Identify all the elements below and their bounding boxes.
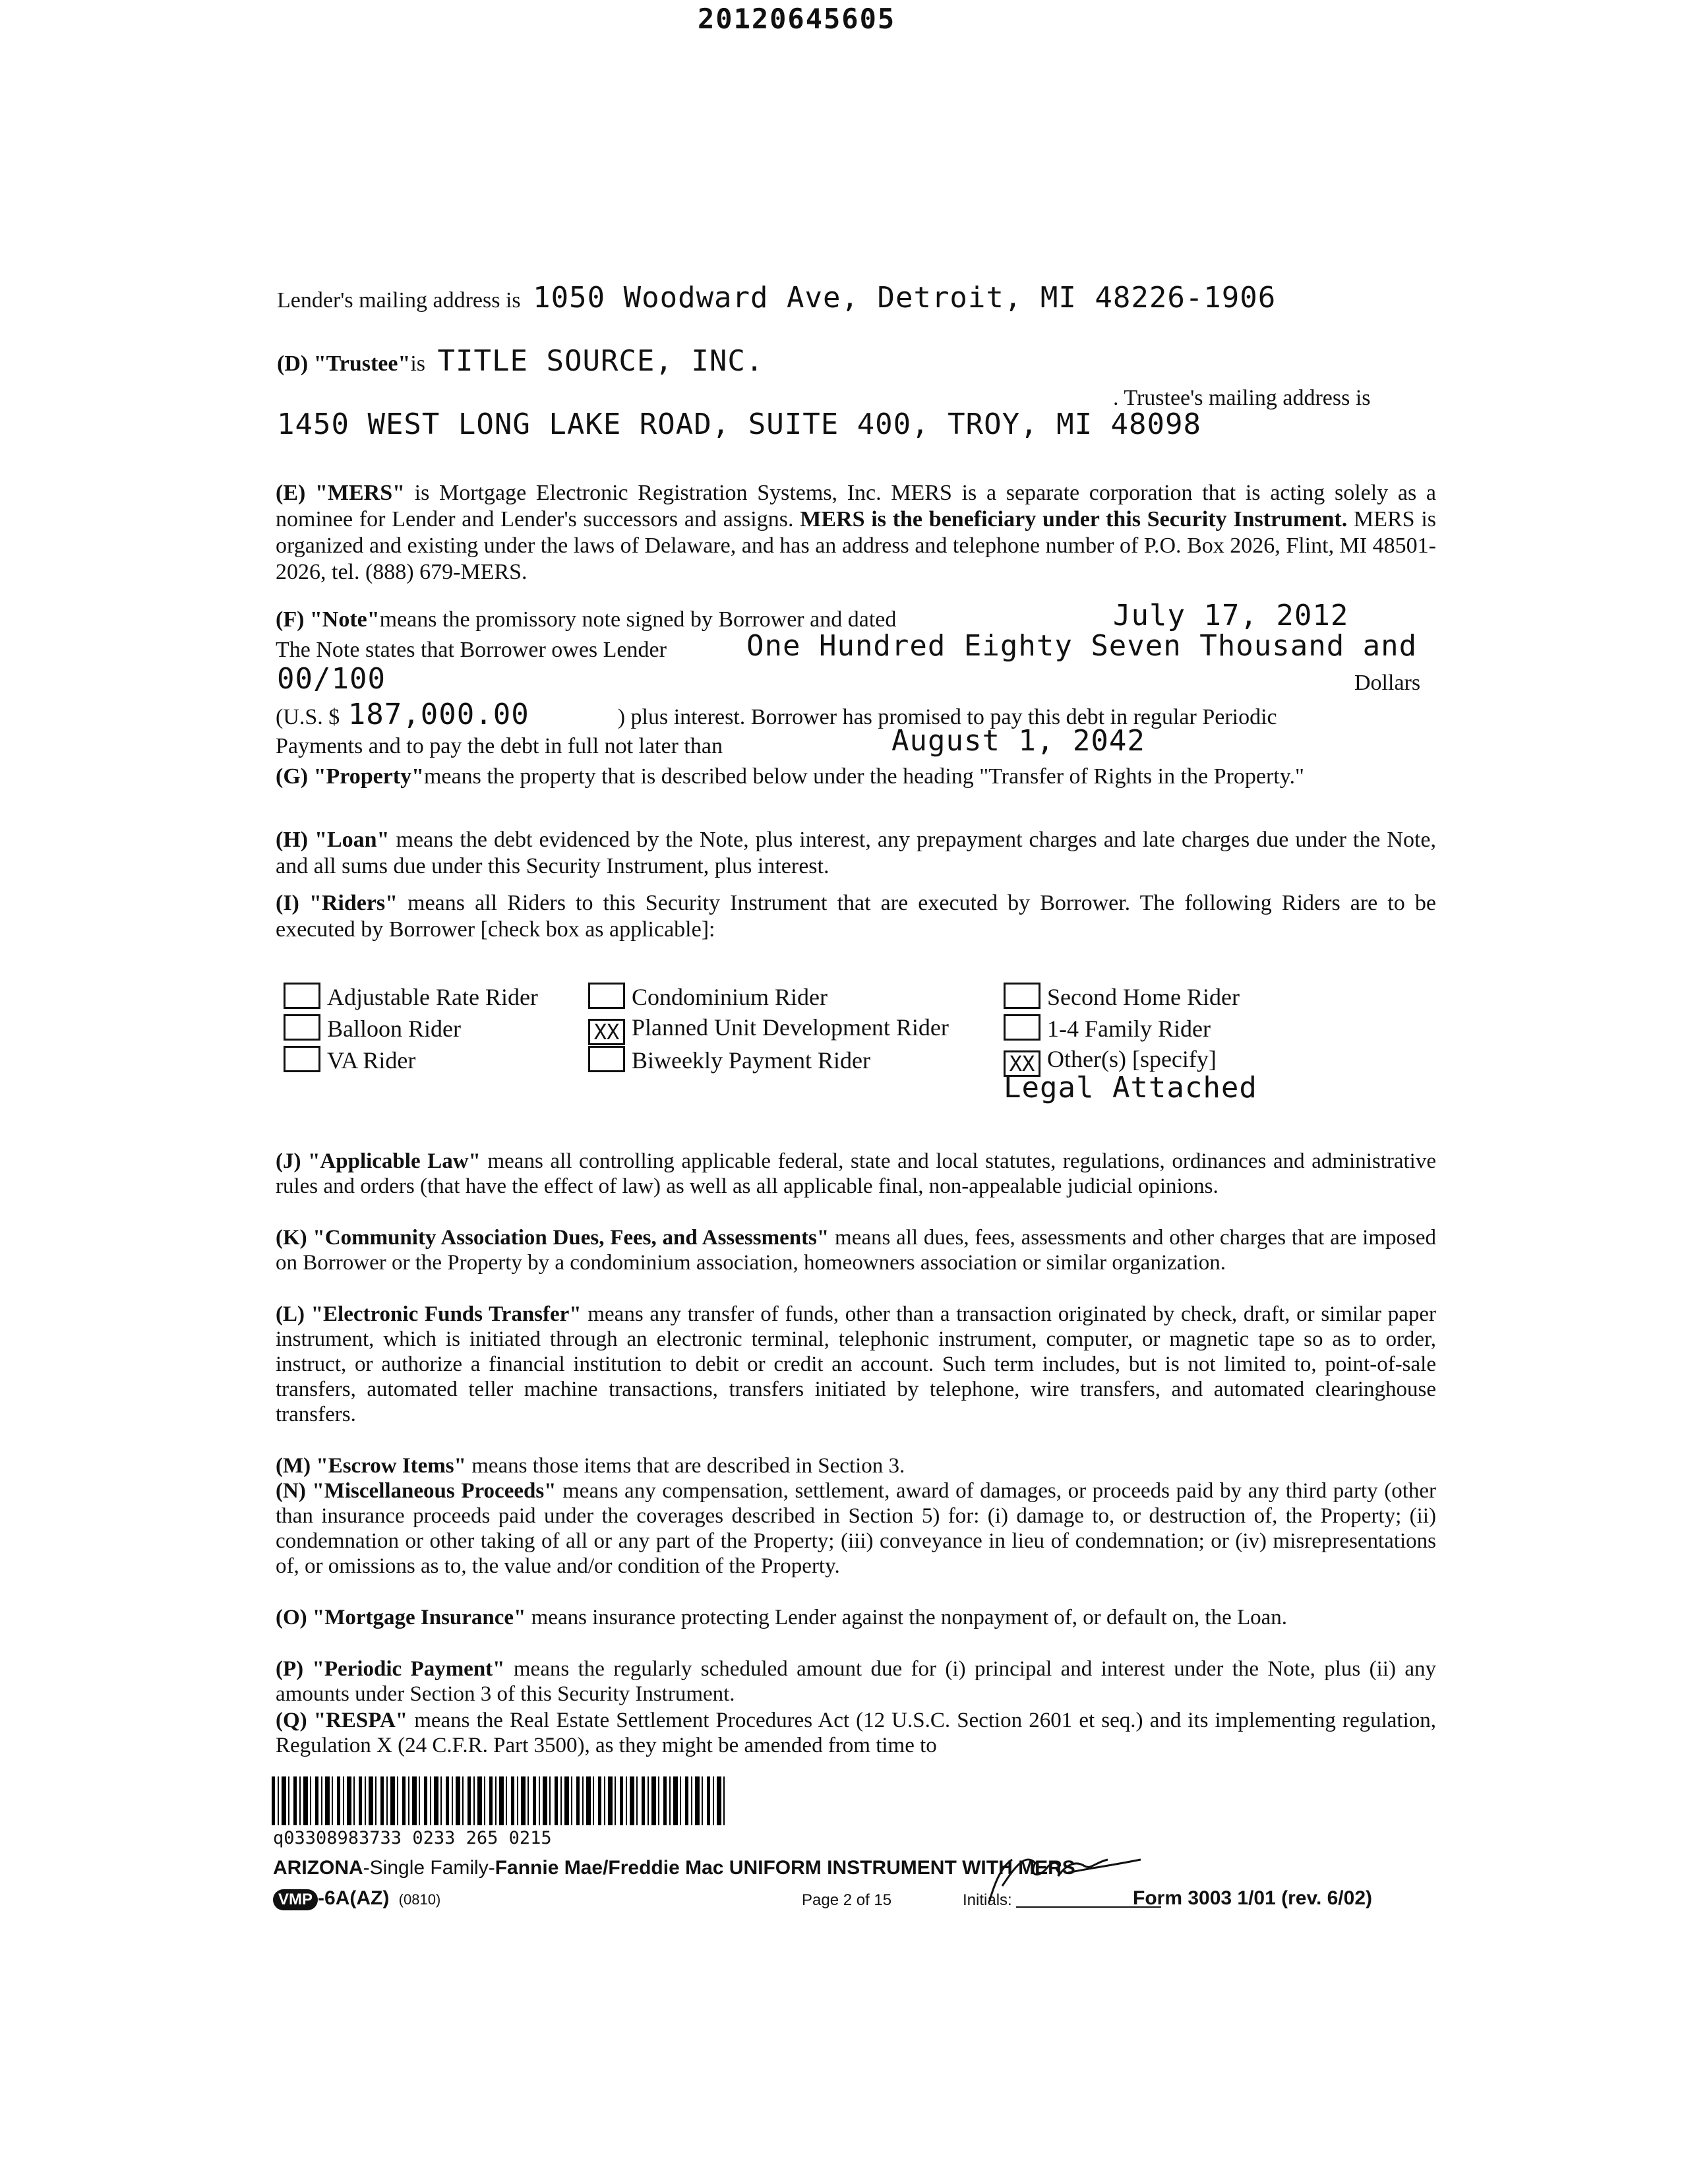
footer-line1-b: Fannie Mae/Freddie Mac UNIFORM INSTRUMENT WITH MERS: [495, 1857, 1075, 1879]
loan-text: means the debt evidenced by the Note, plus interest, any prepayment charges and late charges due under the Note, and all sums due under this Security Instrument, plus interest.: [276, 828, 1436, 878]
rider-balloon[interactable]: [284, 1014, 461, 1042]
footer-initials-label: Initials:: [963, 1891, 1012, 1909]
rider-second-home-checkbox[interactable]: [1004, 983, 1040, 1009]
note-date: July 17, 2012: [1113, 599, 1349, 632]
vmp-logo: VMP: [273, 1889, 318, 1910]
definition-text: means the Real Estate Settlement Procedures Act (12 U.S.C. Section 2601 et seq.) and its implementing regulation, Regulation X (24 C.F.R. Part 3500), as they might be amended from time to: [276, 1709, 1436, 1757]
loan-definition: [276, 827, 1436, 880]
note-amount-words-1: One Hundred Eighty Seven Thousand and: [746, 629, 1418, 663]
note-amount-words-2: 00/100: [277, 662, 386, 696]
rider-condominium[interactable]: [588, 983, 828, 1010]
note-payments-text: Payments and to pay the debt in full not later than: [276, 734, 723, 758]
mers-definition: [276, 480, 1436, 586]
lender-mailing-prefix: Lender's mailing address is: [277, 288, 521, 313]
definition-text: means all dues, fees, assessments and other charges that are imposed on Borrower or the Property by a condominium association, homeowners association or similar organization.: [276, 1226, 1436, 1275]
rider-adjustable-rate[interactable]: [284, 983, 538, 1010]
rider-biweekly-label: Biweekly Payment Rider: [632, 1047, 870, 1074]
rider-adjustable-rate-checkbox[interactable]: [284, 983, 320, 1009]
rider-pud-label: Planned Unit Development Rider: [632, 1014, 949, 1041]
definition-text: means all controlling applicable federal, state and local statutes, regulations, ordinances and administrative rules and orders (that have the effect of law) as well as all applicable final, non-appealable judicial opinions.: [276, 1149, 1436, 1198]
rider-va[interactable]: [284, 1046, 415, 1074]
definition-text: means those items that are described in Section 3.: [466, 1454, 905, 1478]
note-interest-text: ) plus interest. Borrower has promised to pay this debt in regular Periodic: [617, 705, 1277, 729]
trustee-mailing-suffix: . Trustee's mailing address is: [1113, 386, 1371, 410]
definition-label: (K) "Community Association Dues, Fees, and Assessments": [276, 1226, 829, 1250]
note-owes-text: The Note states that Borrower owes Lender: [276, 638, 667, 662]
rider-second-home-label: Second Home Rider: [1047, 984, 1240, 1010]
note-amount: 187,000.00: [347, 698, 529, 731]
rider-other-checkbox[interactable]: XX: [1004, 1050, 1040, 1077]
definition-label: (Q) "RESPA": [276, 1709, 408, 1732]
riders-definition: [276, 890, 1436, 943]
barcode-text: q03308983733 0233 265 0215: [273, 1828, 552, 1848]
rider-biweekly-payment[interactable]: [588, 1046, 870, 1074]
mers-bold: MERS is the beneficiary under this Security Instrument.: [800, 507, 1348, 531]
rider-condominium-checkbox[interactable]: [588, 983, 625, 1009]
definition-label: (N) "Miscellaneous Proceeds": [276, 1479, 557, 1503]
definition-miscellaneous-proceeds: [276, 1478, 1436, 1579]
rider-balloon-label: Balloon Rider: [327, 1016, 461, 1042]
footer-form: Form 3003 1/01 (rev. 6/02): [1133, 1887, 1372, 1909]
barcode: [272, 1776, 727, 1825]
trustee-address: 1450 WEST LONG LAKE ROAD, SUITE 400, TROY, MI 48098: [277, 408, 1202, 441]
rider-va-label: VA Rider: [327, 1047, 416, 1074]
footer-form-code: -6A(AZ): [318, 1887, 390, 1909]
trustee-is: is: [410, 351, 426, 376]
definition-escrow-items: [276, 1453, 1436, 1478]
handwritten-initials-icon: [976, 1840, 1147, 1912]
document-number: 20120645605: [698, 3, 896, 35]
initials-signature: [976, 1840, 1147, 1916]
loan-label: (H) "Loan": [276, 828, 390, 852]
rider-1-4-family-label: 1-4 Family Rider: [1047, 1016, 1211, 1042]
lender-address-line: [277, 281, 1277, 315]
rider-1-4-family-checkbox[interactable]: [1004, 1014, 1040, 1041]
note-dollars: Dollars: [1354, 671, 1421, 695]
mers-text-1: is Mortgage Electronic Registration Systems, Inc. MERS is a separate corporation that is acting solely as a nominee for Lender and Lender's successors and assigns.: [276, 481, 1436, 531]
definition-label: (O) "Mortgage Insurance": [276, 1606, 526, 1629]
rider-1-4-family[interactable]: [1004, 1014, 1211, 1042]
definition-periodic-payment: [276, 1656, 1436, 1707]
rider-other-specify: Legal Attached: [1004, 1071, 1257, 1105]
footer-line-1: [273, 1857, 1075, 1879]
rider-biweekly-checkbox[interactable]: [588, 1046, 625, 1072]
note-maturity-date: August 1, 2042: [891, 724, 1145, 758]
rider-pud-checkbox[interactable]: XX: [588, 1019, 625, 1045]
definition-label: (P) "Periodic Payment": [276, 1657, 505, 1681]
note-label: (F) "Note": [276, 607, 380, 632]
mers-label: (E) "MERS": [276, 481, 405, 505]
definition-label: (J) "Applicable Law": [276, 1149, 481, 1173]
definition-community-association: [276, 1225, 1436, 1275]
definition-label: (L) "Electronic Funds Transfer": [276, 1302, 582, 1326]
definition-text: means the regularly scheduled amount due for (i) principal and interest under the Note, plus (ii) any amounts under Section 3 of this Security Instrument.: [276, 1657, 1437, 1706]
rider-balloon-checkbox[interactable]: [284, 1014, 320, 1041]
definition-applicable-law: [276, 1149, 1436, 1199]
trustee-line: [277, 344, 764, 378]
definition-text: means any compensation, settlement, award of damages, or proceeds paid by any third party (other than insurance proceeds paid under the coverages described in Section 5) for: (i) damage to, or destruction of, the Property; (ii) condemnation or other taking of all or any part of the Property; (iii) conveyance in lieu of condemnation; or (iv) misrepresentations of, or omissions as to, the value and/or condition of the Property.: [276, 1479, 1437, 1578]
property-definition: [276, 764, 1436, 790]
rider-condominium-label: Condominium Rider: [632, 984, 828, 1010]
property-label: (G) "Property": [276, 764, 425, 789]
definition-text: means insurance protecting Lender against the nonpayment of, or default on, the Loan.: [526, 1606, 1288, 1629]
rider-second-home[interactable]: [1004, 983, 1240, 1010]
riders-label: (I) "Riders": [276, 891, 398, 915]
definition-respa: [276, 1708, 1436, 1758]
riders-text: means all Riders to this Security Instrument that are executed by Borrower. The following Riders are to be executed by Borrower [check box as applicable]:: [276, 891, 1436, 942]
trustee-label: (D) "Trustee": [277, 351, 411, 376]
definition-label: (M) "Escrow Items": [276, 1454, 466, 1478]
footer-state: ARIZONA: [273, 1857, 363, 1879]
mers-text-2: MERS is organized and existing under the laws of Delaware, and has an address and telephone number of P.O. Box 2026, Flint, MI 48501-2026, tel. (888) 679-MERS.: [276, 507, 1437, 584]
footer-form-number: (0810): [398, 1891, 441, 1908]
trustee-name: TITLE SOURCE, INC.: [437, 344, 764, 378]
property-text: means the property that is described below under the heading "Transfer of Rights in the Property.": [424, 764, 1304, 789]
lender-address: 1050 Woodward Ave, Detroit, MI 48226-1906: [533, 281, 1277, 315]
note-text: means the promissory note signed by Borrower and dated: [379, 607, 897, 632]
footer-line1-a: -Single Family-: [363, 1857, 495, 1879]
note-us-prefix: (U.S. $: [276, 705, 340, 729]
rider-other-label: Other(s) [specify]: [1047, 1046, 1217, 1072]
definition-text: means any transfer of funds, other than a transaction originated by check, draft, or similar paper instrument, which is initiated through an electronic terminal, telephonic instrument, computer, or magnetic tape so as to order, instruct, or authorize a financial institution to debit or credit an account. Such term includes, but is not limited to, point-of-sale transfers, automated teller machine transactions, transfers initiated by telephone, wire transfers, and automated clearinghouse transfers.: [276, 1302, 1436, 1426]
footer-page-number: Page 2 of 15: [802, 1891, 892, 1909]
rider-va-checkbox[interactable]: [284, 1046, 320, 1072]
definition-electronic-funds-transfer: [276, 1302, 1436, 1427]
rider-adjustable-rate-label: Adjustable Rate Rider: [327, 984, 538, 1010]
footer-line-2: [273, 1887, 440, 1910]
definition-mortgage-insurance: [276, 1605, 1436, 1630]
rider-planned-unit-development[interactable]: [588, 1014, 949, 1045]
